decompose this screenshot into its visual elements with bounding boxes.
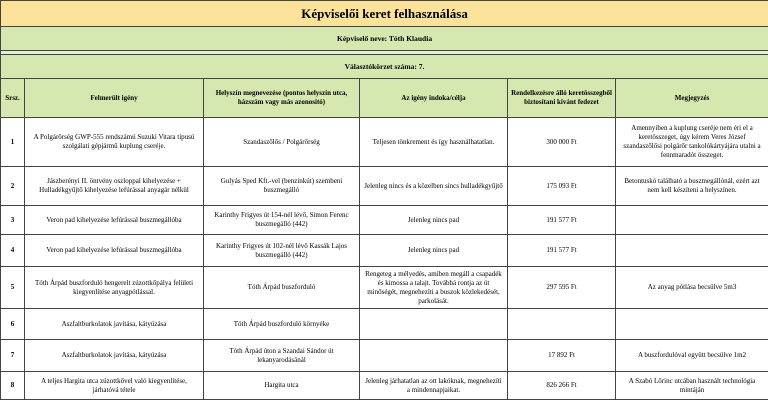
cell-reason	[360, 309, 508, 340]
cell-reason: Jelenleg nincs pad	[360, 206, 508, 235]
cell-no: 3	[1, 206, 25, 235]
cell-note	[616, 206, 768, 235]
cell-reason: Rengeteg a mélyedés, amiben megáll a csapadék és kimossa a talajt. Továbbá rontja az út minőségét, megnehezíti a buszok közlekedését, parkolását.	[360, 267, 508, 309]
cell-location: Tóth Árpád buszforduló	[204, 267, 360, 309]
header-note: Megjegyzés	[616, 79, 768, 118]
cell-note: Amennyiben a kuplung cseréje nem éri el a keretösszeget, úgy kérem Veres József szandaszőlősi polgárőr tankolókártyájára utalni a fennmaradót összeget.	[616, 118, 768, 167]
header-need: Felmerült igény	[25, 79, 204, 118]
table-row	[1, 372, 768, 400]
cell-no: 8	[1, 372, 25, 400]
cell-location: Karinthy Frigyes út 154-nél lévő, Simon Ferenc buszmegálló (442)	[204, 206, 360, 235]
cell-amount: 17 892 Ft	[508, 340, 616, 372]
cell-note	[616, 309, 768, 340]
table-row	[1, 235, 768, 267]
cell-amount	[508, 309, 616, 340]
table-header	[1, 79, 768, 118]
cell-no: 1	[1, 118, 25, 167]
cell-need: Tóth Árpád buszforduló hengerelt zúzottkőpálya felületi kiegyenlítése anyagpótlással.	[25, 267, 204, 309]
header-no: Srsz.	[1, 79, 25, 118]
cell-amount: 175 093 Ft	[508, 167, 616, 206]
cell-note: Betontuskó található a buszmegállónál, ezért azt nem kell készíteni a helyszínen.	[616, 167, 768, 206]
district-number: Választókörzet száma: 7.	[1, 55, 768, 79]
cell-location: Tóth Árpád úton a Szandai Sándor út lekanyarodásánál	[204, 340, 360, 372]
cell-no: 5	[1, 267, 25, 309]
cell-amount: 300 000 Ft	[508, 118, 616, 167]
cell-reason: Jelenleg nincs pad	[360, 235, 508, 267]
cell-need: Aszfaltburkolatok javítása, kátyúzása	[25, 309, 204, 340]
cell-reason	[360, 340, 508, 372]
cell-note	[616, 235, 768, 267]
cell-need: Veron pad kihelyezése lefúrással buszmegállóba	[25, 206, 204, 235]
cell-amount: 191 577 Ft	[508, 206, 616, 235]
table-row	[1, 206, 768, 235]
cell-need: Aszfaltburkolatok javítása, kátyúzása	[25, 340, 204, 372]
cell-reason: Jelenleg nincs és a közelben sincs hulladékgyűjtő	[360, 167, 508, 206]
cell-location: Szandaszőlős / Polgárőrség	[204, 118, 360, 167]
cell-need: Veron pad kihelyezése lefúrással buszmegállóba	[25, 235, 204, 267]
header-location: Helyszín megnevezése (pontos helyszín utca, házszám vagy más azonosító)	[204, 79, 360, 118]
cell-no: 4	[1, 235, 25, 267]
cell-need: A Polgárőrség GWP-555 rendszámú Suzuki Vitara típusú szolgálati gépjármű kuplung cseréje.	[25, 118, 204, 167]
cell-note: Az anyag pótlása becsülve 5m3	[616, 267, 768, 309]
cell-location: Gulyás Sped Kft.-vel (benzinkút) szembeni buszmegálló	[204, 167, 360, 206]
table-row	[1, 340, 768, 372]
cell-reason: Teljesen tönkrement és így használhatatlan.	[360, 118, 508, 167]
header-reason: Az igény indoka/célja	[360, 79, 508, 118]
cell-location: Tóth Árpád buszforduló környéke	[204, 309, 360, 340]
cell-amount: 191 577 Ft	[508, 235, 616, 267]
table-row	[1, 167, 768, 206]
cell-amount: 826 266 Ft	[508, 372, 616, 400]
cell-need: Jászberényi II. öntvény oszloppal kihelyezése + Hulladékgyűjtő kihelyezése lefúrással anyagár nélkül	[25, 167, 204, 206]
table-row	[1, 309, 768, 340]
cell-need: A teljes Hargita utca zúzottkővel való kiegyenlítése, járhatóvá tétele	[25, 372, 204, 400]
cell-location: Hargita utca	[204, 372, 360, 400]
cell-note: A buszfordulóval együtt becsülve 1m2	[616, 340, 768, 372]
representative-name: Képviselő neve: Tóth Klaudia	[1, 27, 768, 51]
cell-amount: 297 595 Ft	[508, 267, 616, 309]
table-row	[1, 118, 768, 167]
cell-no: 2	[1, 167, 25, 206]
table-row	[1, 267, 768, 309]
cell-no: 7	[1, 340, 25, 372]
cell-no: 6	[1, 309, 25, 340]
header-amount: Rendelkezésre álló keretösszegből biztosítani kívánt fedezet	[508, 79, 616, 118]
cell-note: A Szabó Lőrinc utcában használt technológia mintáján	[616, 372, 768, 400]
cell-reason: Jelenleg járhatatlan az ott lakóknak, megnehezíti a mindennapjaikat.	[360, 372, 508, 400]
cell-location: Karinthy Frigyes út 102-nél lévő Kassák Lajos buszmegálló (442)	[204, 235, 360, 267]
page-title: Képviselői keret felhasználása	[1, 1, 768, 27]
